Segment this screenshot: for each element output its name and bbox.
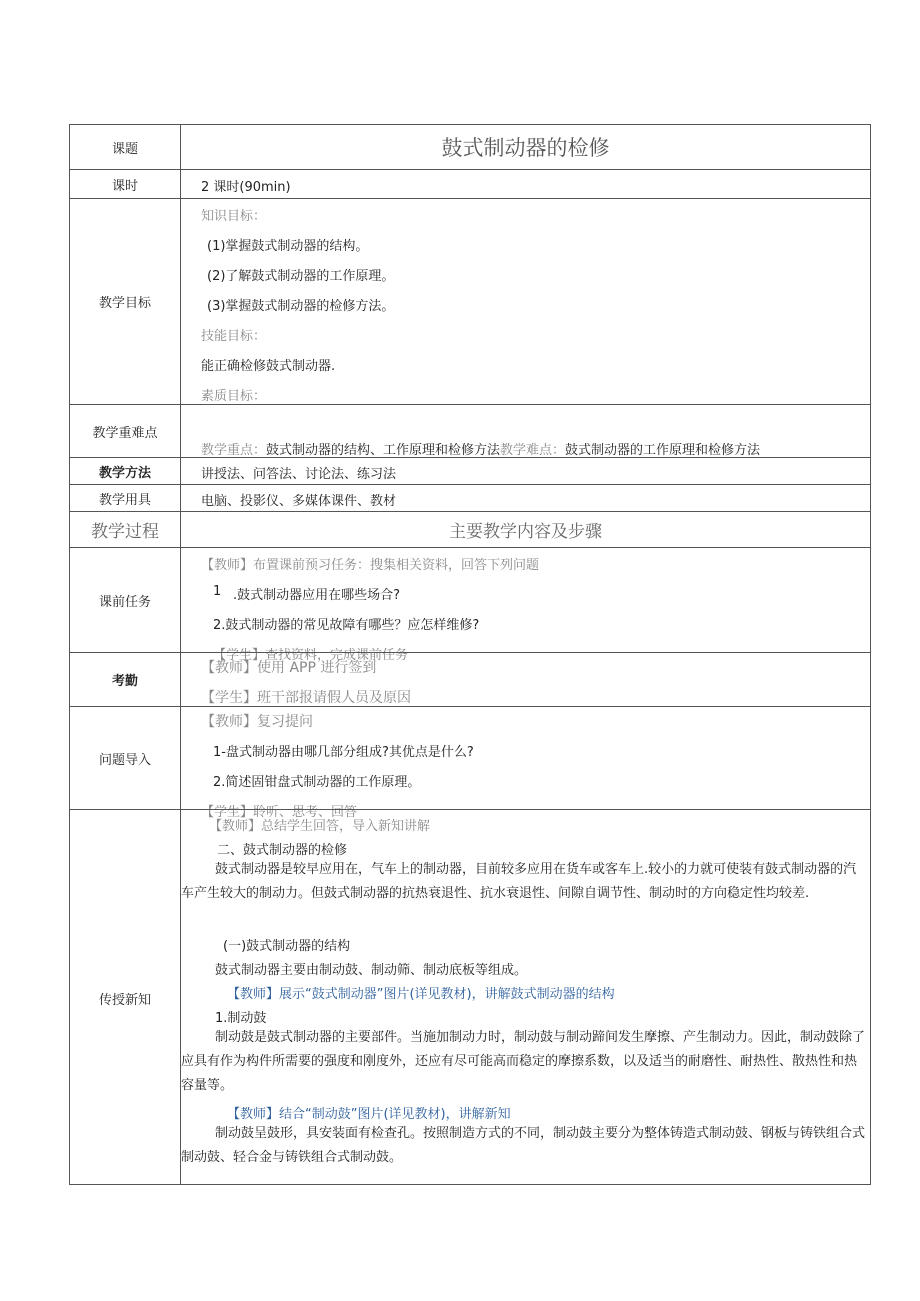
preclass-q1: .鼓式制动器应用在哪些场合? [233, 588, 401, 603]
row-attendance [70, 652, 870, 706]
row-tools [70, 484, 870, 511]
label-preclass: 课前任务 [98, 594, 151, 610]
difficult-text: 鼓式制动器的工作原理和检修方法 [565, 443, 761, 458]
label-title: 课题 [111, 141, 138, 157]
label-intro: 问题导入 [98, 752, 151, 768]
lesson-plan-table [69, 124, 871, 1185]
intro-q2: 2.简述固钳盘式制动器的工作原理。 [213, 775, 421, 790]
knowledge-heading: 知识目标： [201, 209, 267, 224]
skill-item: 能正确检修鼓式制动器. [201, 359, 336, 374]
preclass-teacher: 【教师】布置课前预习任务：搜集相关资料，回答下列问题 [201, 558, 540, 573]
key-label: 教学重点： [201, 443, 267, 458]
attendance-student: 【学生】班干部报请假人员及原因 [201, 690, 411, 706]
intro-student-partial: 【学生】聆听、思考、回答 [201, 805, 358, 820]
row-process-header [70, 511, 870, 547]
label-attendance: 考勤 [111, 674, 138, 689]
skill-heading: 技能目标： [201, 329, 267, 344]
nk-subsection: 1.制动鼓 [215, 1011, 267, 1026]
tools-value: 电脑、投影仪、多媒体课件、教材 [201, 494, 397, 509]
knowledge-item: (3)掌握鼓式制动器的检修方法。 [207, 299, 395, 314]
nk-teacher-note: 【教师】结合“制动鼓”图片(详见教材)，讲解新知 [227, 1107, 511, 1122]
row-intro [70, 706, 870, 820]
nk-section-title: 二、鼓式制动器的检修 [217, 843, 348, 858]
process-heading: 主要教学内容及步骤 [449, 522, 602, 542]
key-text: 鼓式制动器的结构、工作原理和检修方法 [266, 443, 501, 458]
nk-paragraph: 鼓式制动器是较早应用在，气车上的制动器，目前较多应用在货车或客车上.较小的力就可使装有鼓式制动器的汽车产生较大的制动力。但鼓式制动器的抗热衰退性、抗水衰退性、间隙自调节性、制动时的方向稳定性均较差. [181, 862, 857, 901]
intro-teacher: 【教师】复习提问 [201, 714, 313, 730]
intro-q1: 1-盘式制动器由哪几部分组成?其优点是什么? [213, 745, 474, 760]
label-tools: 教学用具 [98, 492, 151, 508]
label-hours: 课时 [111, 178, 138, 194]
nk-subsection: (一)鼓式制动器的结构 [223, 939, 351, 954]
key-points-text [201, 439, 760, 458]
row-new-knowledge [70, 809, 870, 1186]
lesson-title: 鼓式制动器的检修 [441, 136, 610, 160]
nk-paragraph: 制动鼓是鼓式制动器的主要部件。当施加制动力时，制动鼓与制动蹄间发生摩擦、产生制动力。因此，制动鼓除了应具有作为构件所需要的强度和刚度外，还应有尽可能高而稳定的摩擦系数，以及适当的耐磨性、耐热性、散热性和热容量等。 [181, 1030, 866, 1093]
label-methods: 教学方法 [98, 465, 151, 481]
row-methods [70, 457, 870, 484]
label-objectives: 教学目标 [98, 296, 151, 311]
preclass-student-partial: 【学生】查找资料，完成课前任务 [213, 648, 409, 663]
row-objectives [70, 198, 870, 404]
knowledge-item: (1)掌握鼓式制动器的结构。 [207, 239, 369, 254]
quality-heading: 素质目标： [201, 389, 267, 404]
knowledge-item: (2)了解鼓式制动器的工作原理。 [207, 269, 395, 284]
nk-paragraph: 制动鼓呈鼓形，具安装面有检查孔。按照制造方式的不同，制动鼓主要分为整体铸造式制动鼓、钢板与铸铁组合式制动鼓、轻合金与铸铁组合式制动鼓。 [181, 1126, 866, 1165]
nk-paragraph: 鼓式制动器主要由制动鼓、制动筛、制动底板等组成。 [215, 963, 528, 978]
label-process: 教学过程 [91, 522, 159, 542]
preclass-q1-number: 1 [213, 584, 222, 599]
nk-teacher-summary: 【教师】总结学生回答，导入新知讲解 [209, 819, 431, 834]
row-preclass [70, 547, 870, 663]
label-new-knowledge: 传授新知 [98, 992, 151, 1008]
nk-teacher-note: 【教师】展示“鼓式制动器”图片(详见教材)，讲解鼓式制动器的结构 [227, 987, 615, 1002]
difficult-label: 教学难点： [500, 443, 566, 458]
hours-value: 2 课时(90min) [201, 180, 291, 195]
row-hours [70, 169, 870, 198]
attendance-teacher: 【教师】使用 APP 进行签到 [201, 660, 377, 676]
label-key-points: 教学重难点 [92, 425, 158, 441]
methods-value: 讲授法、问答法、讨论法、练习法 [201, 467, 397, 482]
row-key-points [70, 404, 870, 457]
row-title [70, 125, 870, 169]
preclass-q2: 2.鼓式制动器的常见故障有哪些？应怎样维修? [213, 618, 480, 633]
